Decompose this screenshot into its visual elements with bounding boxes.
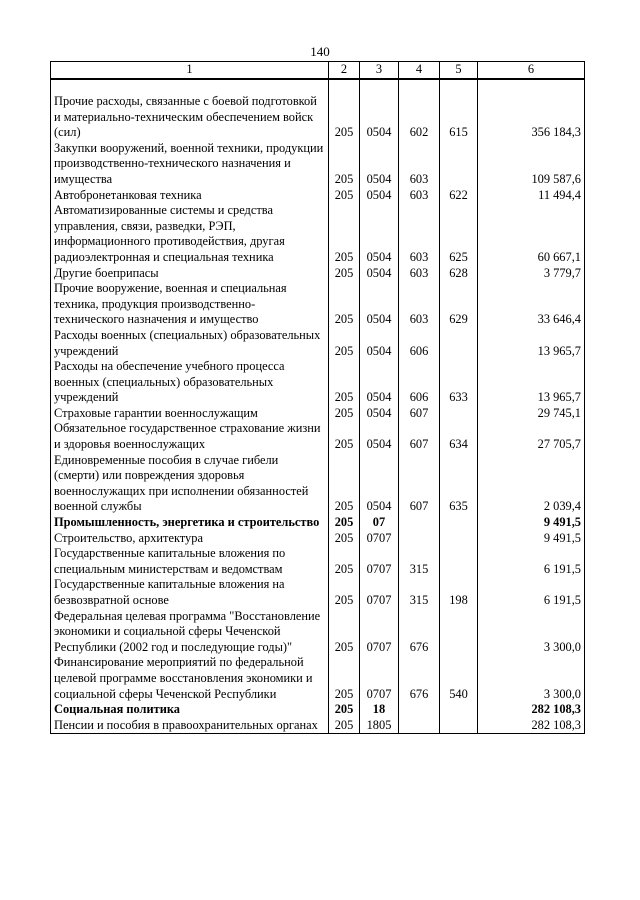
table-row: [51, 515, 585, 531]
row-col-2: 205: [329, 702, 360, 718]
row-col-3: 07: [360, 515, 399, 531]
row-col-5: 634: [440, 421, 478, 452]
row-amount: 9 491,5: [478, 515, 585, 531]
row-col-5: [440, 406, 478, 422]
row-amount: 29 745,1: [478, 406, 585, 422]
row-col-5: [440, 609, 478, 656]
row-col-3: 0707: [360, 531, 399, 547]
row-col-3: 0707: [360, 609, 399, 656]
row-col-2: 205: [329, 188, 360, 204]
table-row: [51, 188, 585, 204]
row-col-5: 635: [440, 453, 478, 515]
row-name: Расходы военных (специальных) образовательных учреждений: [51, 328, 329, 359]
row-name: Социальная политика: [51, 702, 329, 718]
row-col-2: 205: [329, 655, 360, 702]
table-row: [51, 655, 585, 702]
row-amount: 13 965,7: [478, 328, 585, 359]
row-name: Федеральная целевая программа "Восстановление экономики и социальной сферы Чеченской Республики (2002 год и последующие годы)": [51, 609, 329, 656]
header-col-2: 2: [329, 62, 360, 80]
table-row: [51, 328, 585, 359]
row-name: Автоматизированные системы и средства управления, связи, разведки, РЭП, информационного противодействия, другая радиоэлектронная и специальная техника: [51, 203, 329, 265]
row-col-2: 205: [329, 531, 360, 547]
row-col-3: 0504: [360, 281, 399, 328]
row-col-2: 205: [329, 421, 360, 452]
row-name: Прочие расходы, связанные с боевой подготовкой и материально-техническим обеспечением войск (сил): [51, 94, 329, 141]
table-row: [51, 702, 585, 718]
row-col-2: 205: [329, 718, 360, 734]
row-col-5: 625: [440, 203, 478, 265]
row-col-4: [399, 515, 440, 531]
row-amount: 27 705,7: [478, 421, 585, 452]
row-col-4: 603: [399, 203, 440, 265]
row-amount: 3 779,7: [478, 266, 585, 282]
row-col-4: 603: [399, 266, 440, 282]
row-col-2: 205: [329, 609, 360, 656]
table-row: [51, 141, 585, 188]
row-col-5: 629: [440, 281, 478, 328]
row-col-3: 0504: [360, 453, 399, 515]
table-row: [51, 94, 585, 141]
row-amount: 33 646,4: [478, 281, 585, 328]
row-col-4: 603: [399, 281, 440, 328]
row-name: Закупки вооружений, военной техники, продукции производственно-технического назначения и имущества: [51, 141, 329, 188]
row-name: Финансирование мероприятий по федеральной целевой программе восстановления экономики и социальной сферы Чеченской Республики: [51, 655, 329, 702]
row-amount: 282 108,3: [478, 718, 585, 734]
row-name: Промышленность, энергетика и строительство: [51, 515, 329, 531]
row-col-2: 205: [329, 577, 360, 608]
row-col-3: 0504: [360, 328, 399, 359]
header-col-5: 5: [440, 62, 478, 80]
row-col-5: [440, 702, 478, 718]
row-col-5: [440, 546, 478, 577]
row-col-5: [440, 718, 478, 734]
row-name: Страховые гарантии военнослужащим: [51, 406, 329, 422]
row-col-4: 607: [399, 421, 440, 452]
row-col-2: 205: [329, 281, 360, 328]
row-amount: 60 667,1: [478, 203, 585, 265]
row-col-5: [440, 141, 478, 188]
row-col-5: 622: [440, 188, 478, 204]
row-name: Государственные капитальные вложения на безвозвратной основе: [51, 577, 329, 608]
row-amount: 6 191,5: [478, 577, 585, 608]
row-name: Обязательное государственное страхование жизни и здоровья военнослужащих: [51, 421, 329, 452]
table-header-row: [51, 62, 585, 80]
row-amount: 6 191,5: [478, 546, 585, 577]
row-col-2: 205: [329, 453, 360, 515]
table-row: [51, 203, 585, 265]
table-row: [51, 406, 585, 422]
row-col-2: 205: [329, 94, 360, 141]
row-col-2: 205: [329, 515, 360, 531]
row-col-4: 676: [399, 655, 440, 702]
table-row: [51, 546, 585, 577]
row-amount: 3 300,0: [478, 609, 585, 656]
row-col-5: [440, 515, 478, 531]
row-col-5: 615: [440, 94, 478, 141]
table-row: [51, 577, 585, 608]
row-col-3: 0707: [360, 546, 399, 577]
row-col-3: 0504: [360, 203, 399, 265]
row-col-4: 676: [399, 609, 440, 656]
row-amount: 2 039,4: [478, 453, 585, 515]
row-col-5: 198: [440, 577, 478, 608]
row-col-4: 606: [399, 359, 440, 406]
row-col-3: 18: [360, 702, 399, 718]
row-col-4: [399, 718, 440, 734]
row-col-3: 0504: [360, 266, 399, 282]
row-name: Строительство, архитектура: [51, 531, 329, 547]
row-col-3: 0504: [360, 188, 399, 204]
table-body: [51, 79, 585, 734]
row-col-3: 0504: [360, 406, 399, 422]
row-col-4: 603: [399, 141, 440, 188]
row-col-3: 0504: [360, 359, 399, 406]
row-col-4: 607: [399, 406, 440, 422]
row-col-4: 315: [399, 577, 440, 608]
row-col-4: 606: [399, 328, 440, 359]
row-col-4: [399, 702, 440, 718]
row-col-2: 205: [329, 406, 360, 422]
table-row: [51, 718, 585, 734]
row-col-5: 540: [440, 655, 478, 702]
budget-table: [50, 61, 585, 734]
row-col-3: 0504: [360, 141, 399, 188]
header-col-3: 3: [360, 62, 399, 80]
row-col-3: 0504: [360, 94, 399, 141]
table-row: [51, 359, 585, 406]
row-col-2: 205: [329, 266, 360, 282]
row-col-2: 205: [329, 546, 360, 577]
row-col-5: 633: [440, 359, 478, 406]
table-row: [51, 609, 585, 656]
row-amount: 109 587,6: [478, 141, 585, 188]
row-col-3: 0504: [360, 421, 399, 452]
row-name: Государственные капитальные вложения по специальным министерствам и ведомствам: [51, 546, 329, 577]
table-row: [51, 531, 585, 547]
row-col-2: 205: [329, 203, 360, 265]
row-col-4: 602: [399, 94, 440, 141]
row-col-4: 603: [399, 188, 440, 204]
row-name: Единовременные пособия в случае гибели (смерти) или повреждения здоровья военнослужащих при исполнении обязанностей военной службы: [51, 453, 329, 515]
table-row: [51, 421, 585, 452]
table-row: [51, 281, 585, 328]
row-col-3: 1805: [360, 718, 399, 734]
row-name: Прочие вооружение, военная и специальная техника, продукция производственно-технического назначения и имущество: [51, 281, 329, 328]
row-col-5: 628: [440, 266, 478, 282]
header-col-6: 6: [478, 62, 585, 80]
row-amount: 3 300,0: [478, 655, 585, 702]
row-col-4: 607: [399, 453, 440, 515]
row-amount: 11 494,4: [478, 188, 585, 204]
row-name: Расходы на обеспечение учебного процесса военных (специальных) образовательных учреждений: [51, 359, 329, 406]
header-col-1: 1: [51, 62, 329, 80]
table-row: [51, 266, 585, 282]
row-amount: 282 108,3: [478, 702, 585, 718]
row-col-4: [399, 531, 440, 547]
row-amount: 356 184,3: [478, 94, 585, 141]
row-col-3: 0707: [360, 577, 399, 608]
row-name: Пенсии и пособия в правоохранительных органах: [51, 718, 329, 734]
row-name: Другие боеприпасы: [51, 266, 329, 282]
row-col-2: 205: [329, 141, 360, 188]
row-col-5: [440, 531, 478, 547]
row-col-5: [440, 328, 478, 359]
row-col-2: 205: [329, 359, 360, 406]
row-col-2: 205: [329, 328, 360, 359]
header-col-4: 4: [399, 62, 440, 80]
row-amount: 9 491,5: [478, 531, 585, 547]
row-name: Автобронетанковая техника: [51, 188, 329, 204]
row-amount: 13 965,7: [478, 359, 585, 406]
spacer-row: [51, 79, 585, 94]
row-col-3: 0707: [360, 655, 399, 702]
table-row: [51, 453, 585, 515]
page-number: 140: [310, 44, 330, 59]
row-col-4: 315: [399, 546, 440, 577]
